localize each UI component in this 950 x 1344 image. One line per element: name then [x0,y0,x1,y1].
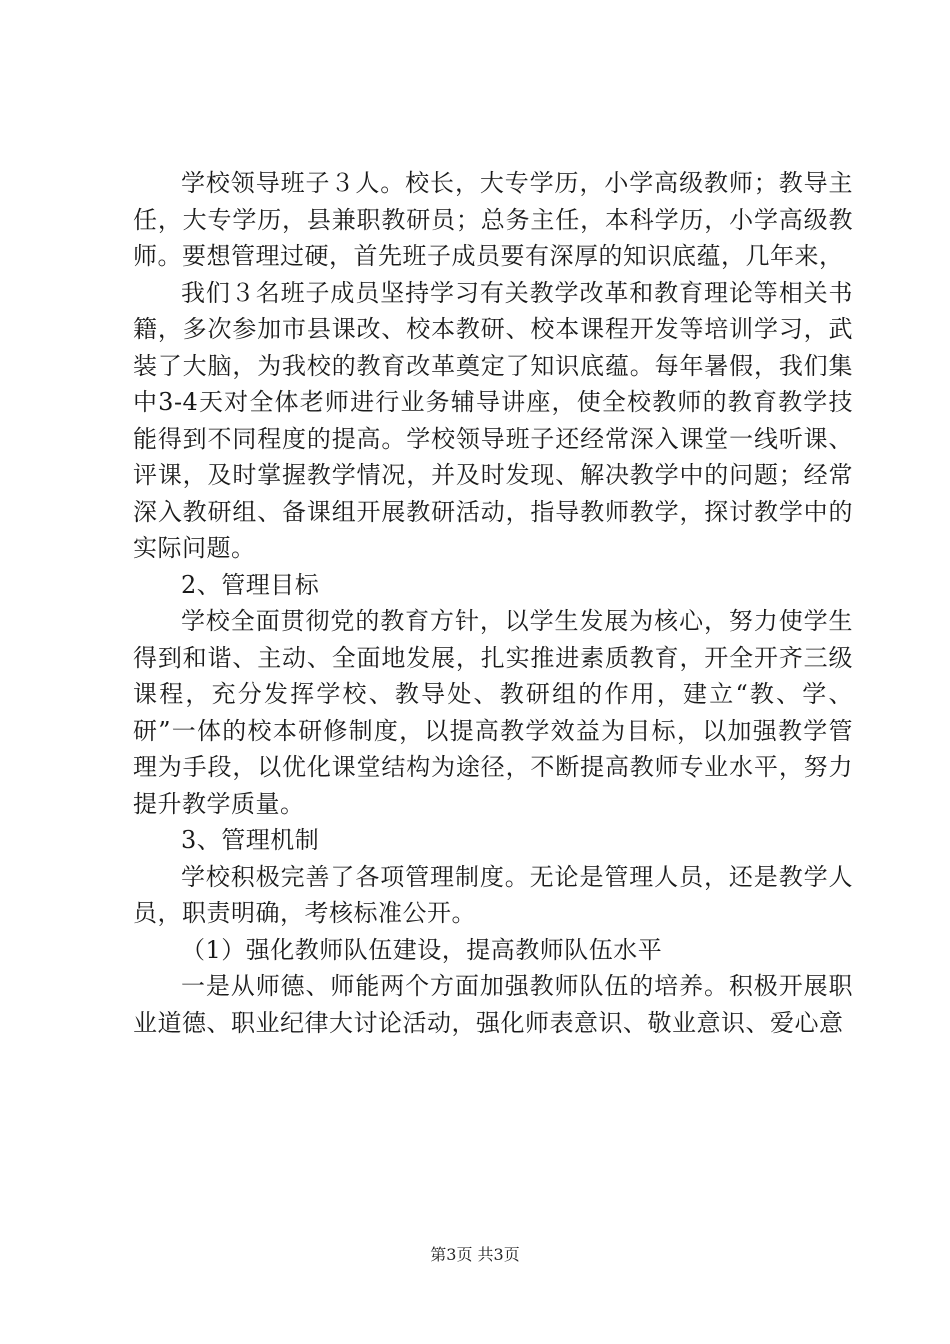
paragraph-management-mechanism: 学校积极完善了各项管理制度。无论是管理人员，还是教学人员，职责明确，考核标准公开。 [133,862,853,927]
paragraph-management-goal: 学校全面贯彻党的教育方针，以学生发展为核心，努力使学生得到和谐、主动、全面地发展，扎实推进素质教育，开全开齐三级课程，充分发挥学校、教导处、教研组的作用，建立“教、学、研”一体的校本研修制度，以提高教学效益为目标，以加强教学管理为手段，以优化课堂结构为途径，不断提高教师专业水平，努力提升教学质量。 [133,607,853,818]
paragraph-team-study: 我们３名班子成员坚持学习有关教学改革和教育理论等相关书籍，多次参加市县课改、校本教研、校本课程开发等培训学习，武装了大脑，为我校的教育改革奠定了知识底蕴。每年暑假，我们集中3-4天对全体老师进行业务辅导讲座，使全校教师的教育教学技能得到不同程度的提高。学校领导班子还经常深入课堂一线听课、评课，及时掌握教学情况，并及时发现、解决教学中的问题；经常深入教研组、备课组开展教研活动，指导教师教学，探讨教学中的实际问题。 [133,278,853,562]
section-heading-management-mechanism: 3、管理机制 [181,826,320,854]
paragraph-teacher-team: 一是从师德、师能两个方面加强教师队伍的培养。积极开展职业道德、职业纪律大讨论活动，强化师表意识、敬业意识、爱心意 [133,972,853,1037]
page-number-footer: 第3页 共3页 [430,1245,520,1264]
paragraph-leadership: 学校领导班子３人。校长，大专学历，小学高级教师；教导主任，大专学历，县兼职教研员；总务主任，本科学历，小学高级教师。要想管理过硬，首先班子成员要有深厚的知识底蕴，几年来， [133,169,853,270]
section-heading-management-goal: 2、管理目标 [181,570,320,599]
document-body [133,165,853,1041]
subsection-heading-teacher-team: （1）强化教师队伍建设，提高教师队伍水平 [181,935,663,964]
